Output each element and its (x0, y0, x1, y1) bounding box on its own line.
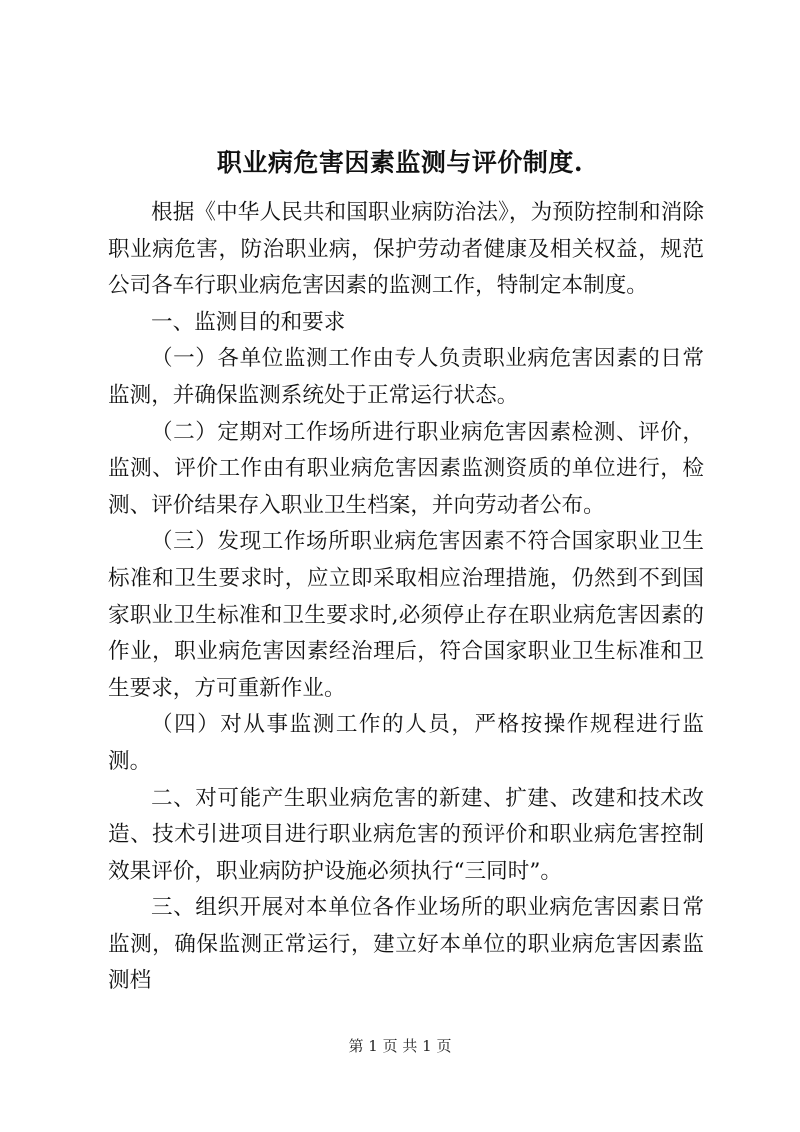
paragraph-section-2: 二、对可能产生职业病危害的新建、扩建、改建和技术改造、技术引进项目进行职业病危害的预评价和职业病危害控制效果评价，职业病防护设施必须执行“三同时”。 (108, 785, 704, 884)
paragraph-item-4: （四）对从事监测工作的人员，严格按操作规程进行监测。 (108, 712, 704, 774)
document-body (108, 195, 704, 1000)
page-number-footer: 第 1 页 共 1 页 (348, 1037, 452, 1055)
paragraph-section-1-heading: 一、监测目的和要求 (151, 309, 346, 335)
paragraph-item-2: （二）定期对工作场所进行职业病危害因素检测、评价，监测、评价工作由有职业病危害因素监测资质的单位进行，检测、评价结果存入职业卫生档案，并向劳动者公布。 (108, 419, 704, 518)
document-title: 职业病危害因素监测与评价制度. (216, 148, 584, 177)
paragraph-intro: 根据《中华人民共和国职业病防治法》，为预防控制和消除职业病危害，防治职业病，保护劳动者健康及相关权益，规范公司各车行职业病危害因素的监测工作，特制定本制度。 (108, 200, 704, 299)
paragraph-section-3: 三、组织开展对本单位各作业场所的职业病危害因素日常监测，确保监测正常运行，建立好本单位的职业病危害因素监测档 (108, 895, 704, 994)
paragraph-item-3: （三）发现工作场所职业病危害因素不符合国家职业卫生标准和卫生要求时，应立即采取相应治理措施，仍然到不到国家职业卫生标准和卫生要求时,必须停止存在职业病危害因素的作业，职业病危害因素经治理后，符合国家职业卫生标准和卫生要求，方可重新作业。 (108, 529, 704, 701)
paragraph-item-1: （一）各单位监测工作由专人负责职业病危害因素的日常监测，并确保监测系统处于正常运行状态。 (108, 346, 704, 408)
